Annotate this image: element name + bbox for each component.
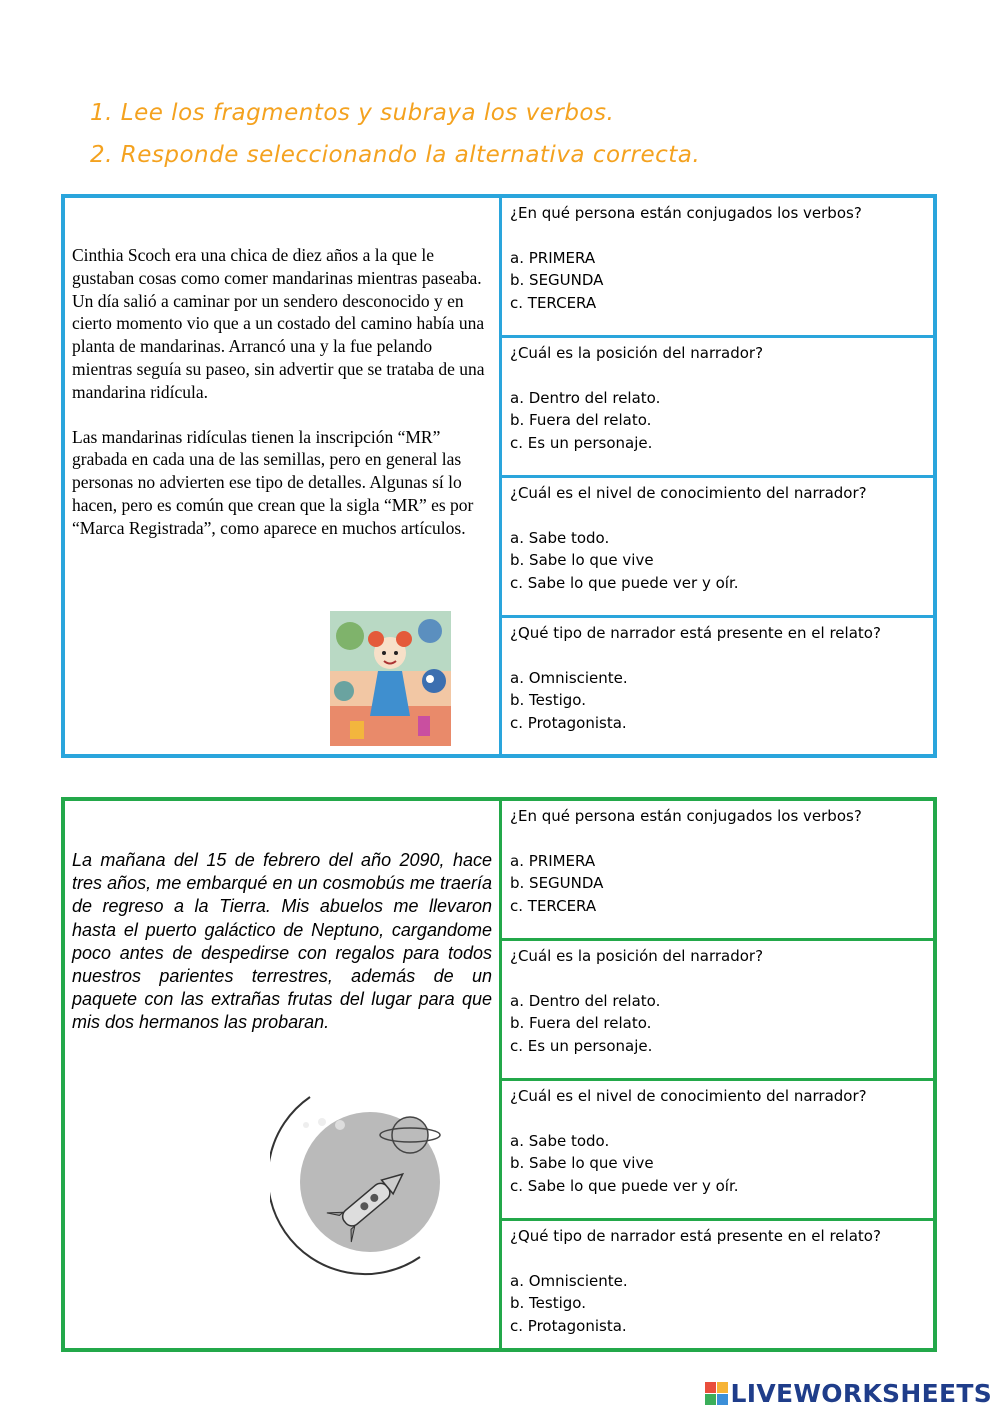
question-text: ¿Cuál es el nivel de conocimiento del narrador? — [510, 484, 867, 502]
option-c[interactable]: c. TERCERA — [510, 896, 597, 915]
question-3 — [502, 478, 933, 618]
instruction-2: 2. Responde seleccionando la alternativa correcta. — [90, 142, 701, 168]
fragment-1-paragraph: Cinthia Scoch era una chica de diez años a la que le gustaban cosas como comer mandarinas mientras paseaba. Un día salió a caminar por un sendero desconocido y en cierto momento vio que a un costado del camino había una planta de mandarinas. Arrancó una y la fue pelando mientras seguía su paseo, sin advertir que se trataba de una mandarina ridícula. — [72, 245, 485, 402]
question-column-2 — [499, 801, 933, 1348]
question-1 — [502, 801, 933, 941]
option-a[interactable]: a. Dentro del relato. — [510, 388, 661, 407]
option-b[interactable]: b. Testigo. — [510, 691, 586, 709]
option-a[interactable]: a. PRIMERA — [510, 248, 596, 267]
question-2 — [502, 338, 933, 478]
liveworksheets-logo — [705, 1375, 992, 1411]
question-4 — [502, 1221, 933, 1361]
question-3 — [502, 1081, 933, 1221]
brand-name: LIVEWORKSHEETS — [730, 1378, 992, 1408]
exercise-block-2 — [61, 797, 937, 1352]
question-text: ¿Qué tipo de narrador está presente en el relato? — [510, 1227, 881, 1245]
fragment-2-text: La mañana del 15 de febrero del año 2090, hace tres años, me embarqué en un cosmobús me traería de regreso a la Tierra. Mis abuelos me llevaron hasta el puerto galáctico de Neptuno, cargandome poco antes de despedirse con regalos para todos nuestros parientes terrestres, además de un paquete con las extrañas frutas del lugar para que mis dos hermanos las probaran. — [72, 850, 492, 1033]
option-b[interactable]: b. Sabe lo que vive — [510, 1154, 654, 1172]
question-4 — [502, 618, 933, 758]
option-b[interactable]: b. Fuera del relato. — [510, 1014, 652, 1032]
option-c[interactable]: c. Sabe lo que puede ver y oír. — [510, 573, 739, 592]
space-moon-illustration-image — [270, 1087, 445, 1287]
exercise-block-1 — [61, 194, 937, 758]
question-column-1 — [499, 198, 933, 754]
option-a[interactable]: a. Sabe todo. — [510, 528, 610, 547]
question-text: ¿Cuál es la posición del narrador? — [510, 947, 764, 965]
option-c[interactable]: c. Protagonista. — [510, 1316, 627, 1335]
question-2 — [502, 941, 933, 1081]
brand-grid-icon — [705, 1382, 728, 1405]
option-c[interactable]: c. TERCERA — [510, 293, 597, 312]
question-text: ¿Qué tipo de narrador está presente en el relato? — [510, 624, 881, 642]
option-a[interactable]: a. PRIMERA — [510, 851, 596, 870]
question-1 — [502, 198, 933, 338]
question-text: ¿Cuál es el nivel de conocimiento del narrador? — [510, 1087, 867, 1105]
option-b[interactable]: b. Fuera del relato. — [510, 411, 652, 429]
option-a[interactable]: a. Omnisciente. — [510, 1271, 628, 1290]
girl-illustration-image — [330, 611, 451, 746]
fragment-panel-2 — [65, 801, 499, 1348]
option-a[interactable]: a. Sabe todo. — [510, 1131, 610, 1150]
fragment-1-paragraph: Las mandarinas ridículas tienen la inscripción “MR” grabada en cada una de las semillas, pero en general las personas no advierten ese tipo de detalles. Algunas sí lo hacen, pero es común que crean que la sigla “MR” es por “Marca Registrada”, como aparece en muchos artículos. — [72, 426, 474, 538]
instruction-1: 1. Lee los fragmentos y subraya los verbos. — [90, 100, 615, 126]
option-c[interactable]: c. Es un personaje. — [510, 433, 653, 452]
question-text: ¿Cuál es la posición del narrador? — [510, 344, 764, 362]
option-b[interactable]: b. Testigo. — [510, 1294, 586, 1312]
option-a[interactable]: a. Omnisciente. — [510, 668, 628, 687]
option-b[interactable]: b. SEGUNDA — [510, 271, 604, 289]
option-c[interactable]: c. Protagonista. — [510, 713, 627, 732]
fragment-panel-1 — [65, 198, 499, 754]
question-text: ¿En qué persona están conjugados los verbos? — [510, 807, 862, 825]
option-b[interactable]: b. Sabe lo que vive — [510, 551, 654, 569]
option-b[interactable]: b. SEGUNDA — [510, 874, 604, 892]
option-c[interactable]: c. Sabe lo que puede ver y oír. — [510, 1176, 739, 1195]
option-a[interactable]: a. Dentro del relato. — [510, 991, 661, 1010]
question-text: ¿En qué persona están conjugados los verbos? — [510, 204, 862, 222]
fragment-1-text — [72, 244, 490, 562]
option-c[interactable]: c. Es un personaje. — [510, 1036, 653, 1055]
